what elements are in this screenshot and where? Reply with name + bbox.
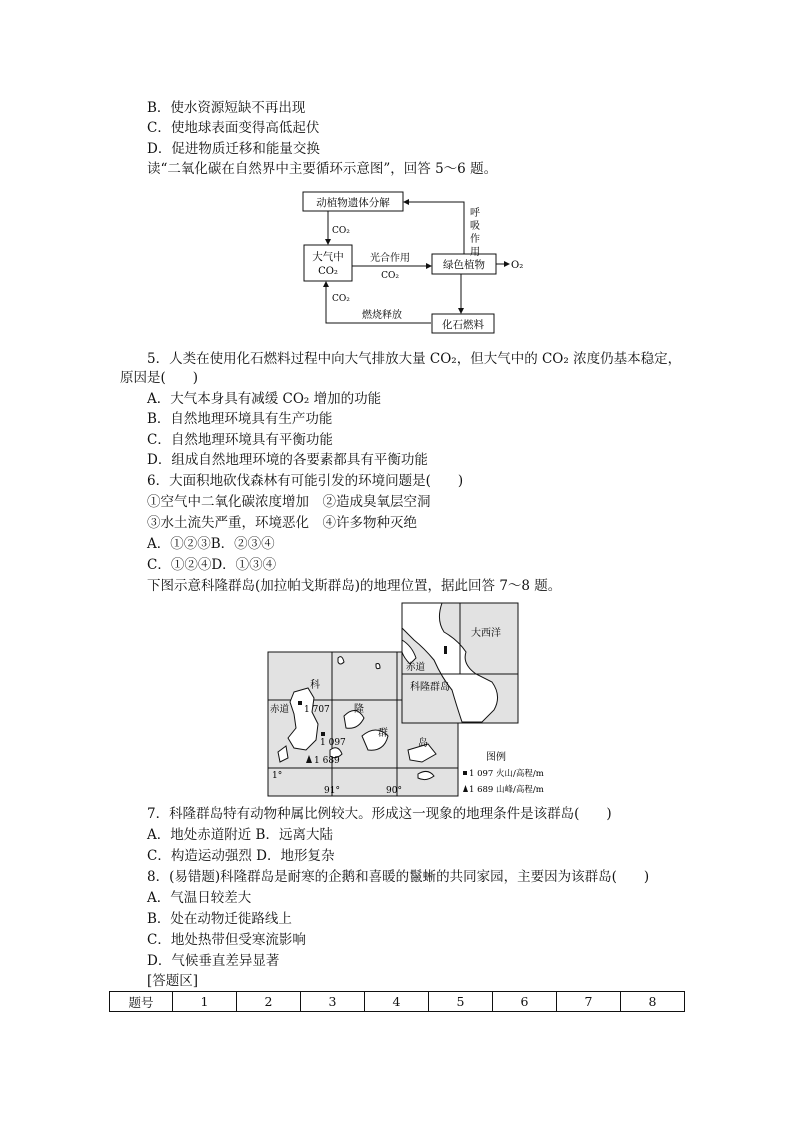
box-plants-label: 绿色植物 bbox=[443, 259, 485, 271]
label-resp-1: 呼 bbox=[470, 208, 480, 219]
answer-col-8: 8 bbox=[621, 992, 685, 1012]
label-photosynthesis: 光合作用 bbox=[370, 253, 410, 264]
answer-area-label: [答题区] bbox=[147, 973, 199, 989]
map-elev-1707: 1 707 bbox=[304, 705, 330, 715]
legend-volcano-marker bbox=[463, 771, 467, 775]
answer-table-header: 题号 bbox=[110, 992, 173, 1012]
answer-col-1: 1 bbox=[173, 992, 237, 1012]
map-label-long: 隆 bbox=[354, 704, 364, 715]
volcano-marker-2 bbox=[321, 732, 325, 736]
q8-stem: 8．(易错题)科隆群岛是耐寒的企鹅和喜暖的鬣蜥的共同家园，主要因为该群岛( ) bbox=[147, 869, 650, 885]
box-atmosphere-label2: CO₂ bbox=[318, 266, 338, 277]
q5-option-c: C．自然地理环境具有平衡功能 bbox=[147, 432, 333, 448]
map-label-ke: 科 bbox=[310, 680, 320, 691]
map-label-90: 90° bbox=[386, 786, 402, 796]
q7-stem: 7．科隆群岛特有动物种属比例较大。形成这一现象的地理条件是该群岛( ) bbox=[147, 806, 612, 822]
q7-options-cd: C．构造运动强烈 D．地形复杂 bbox=[147, 848, 335, 864]
q8-option-d: D．气候垂直差异显著 bbox=[147, 953, 280, 969]
map-intro: 下图示意科隆群岛(加拉帕戈斯群岛)的地理位置，据此回答 7～8 题。 bbox=[147, 578, 562, 594]
label-co2-a: CO₂ bbox=[332, 226, 350, 236]
map-label-dao: 岛 bbox=[418, 738, 428, 749]
map-label-qun: 群 bbox=[378, 728, 388, 739]
q6-options-cd: C．①②④D．①③④ bbox=[147, 557, 277, 573]
q5-stem-1: 5．人类在使用化石燃料过程中向大气排放大量 CO₂，但大气中的 CO₂ 浓度仍基本稳定， bbox=[147, 351, 682, 367]
q6-options-ab: A．①②③B．②③④ bbox=[147, 536, 275, 552]
volcano-marker-1 bbox=[298, 701, 302, 705]
box-atmosphere-label1: 大气中 bbox=[312, 251, 344, 263]
q5-option-d: D．组成自然地理环境的各要素都具有平衡功能 bbox=[147, 452, 428, 468]
answer-col-5: 5 bbox=[429, 992, 493, 1012]
arrow-respiration bbox=[404, 202, 464, 254]
label-resp-3: 作 bbox=[470, 234, 480, 245]
label-resp-4: 用 bbox=[470, 247, 480, 258]
answer-col-2: 2 bbox=[237, 992, 301, 1012]
map-elev-1097: 1 097 bbox=[320, 738, 346, 748]
q6-stem: 6．大面积地砍伐森林有可能引发的环境问题是( ) bbox=[147, 473, 464, 489]
inset-label-islands: 科隆群岛 bbox=[410, 682, 450, 693]
q5-option-a: A．大气本身具有减缓 CO₂ 增加的功能 bbox=[147, 391, 382, 407]
answer-table bbox=[109, 991, 685, 1012]
answer-col-3: 3 bbox=[301, 992, 365, 1012]
answer-col-4: 4 bbox=[365, 992, 429, 1012]
answer-table-header-row bbox=[110, 992, 685, 1012]
label-burn: 燃烧释放 bbox=[362, 310, 402, 321]
legend-peak: 1 689 山峰/高程/m bbox=[469, 785, 544, 795]
map-label-91: 91° bbox=[324, 786, 340, 796]
q5-option-b: B．自然地理环境具有生产功能 bbox=[147, 411, 333, 427]
label-co2-b: CO₂ bbox=[381, 271, 399, 281]
answer-col-7: 7 bbox=[557, 992, 621, 1012]
q7-options-ab: A．地处赤道附近 B．远离大陆 bbox=[147, 827, 333, 843]
diagram-intro: 读“二氧化碳在自然界中主要循环示意图”，回答 5～6 题。 bbox=[147, 161, 498, 177]
q8-option-a: A．气温日较差大 bbox=[147, 890, 252, 906]
label-o2: O₂ bbox=[511, 260, 524, 271]
q8-option-b: B．处在动物迁徙路线上 bbox=[147, 911, 292, 927]
map-label-lat: 1° bbox=[272, 771, 283, 781]
inset-marker bbox=[444, 646, 447, 654]
inset-label-equator: 赤道 bbox=[406, 662, 426, 673]
q5-stem-2: 原因是( ) bbox=[120, 370, 199, 386]
legend-title: 图例 bbox=[486, 752, 506, 763]
label-resp-2: 吸 bbox=[470, 221, 480, 232]
option-d-text: D．促进物质迁移和能量交换 bbox=[147, 141, 320, 157]
inset-label-atlantic: 大西洋 bbox=[471, 628, 501, 639]
carbon-cycle-diagram bbox=[290, 188, 540, 336]
island-small-4 bbox=[376, 664, 380, 669]
label-co2-c: CO₂ bbox=[332, 294, 350, 304]
galapagos-map bbox=[266, 600, 544, 800]
q6-items-2: ③水土流失严重，环境恶化 ④许多物种灭绝 bbox=[147, 515, 417, 531]
q8-option-c: C．地处热带但受寒流影响 bbox=[147, 932, 306, 948]
q6-items-1: ①空气中二氧化碳浓度增加 ②造成臭氧层空洞 bbox=[147, 494, 431, 510]
box-fossil-label: 化石燃料 bbox=[442, 319, 484, 331]
option-c-text: C．使地球表面变得高低起伏 bbox=[147, 120, 320, 136]
legend-peak-marker bbox=[463, 785, 468, 792]
answer-col-6: 6 bbox=[493, 992, 557, 1012]
map-elev-1689: 1 689 bbox=[314, 756, 340, 766]
option-b-text: B．使水资源短缺不再出现 bbox=[147, 100, 306, 116]
map-label-equator: 赤道 bbox=[270, 704, 290, 715]
legend-volcano: 1 097 火山/高程/m bbox=[469, 769, 544, 779]
box-decay-label: 动植物遗体分解 bbox=[316, 197, 390, 209]
